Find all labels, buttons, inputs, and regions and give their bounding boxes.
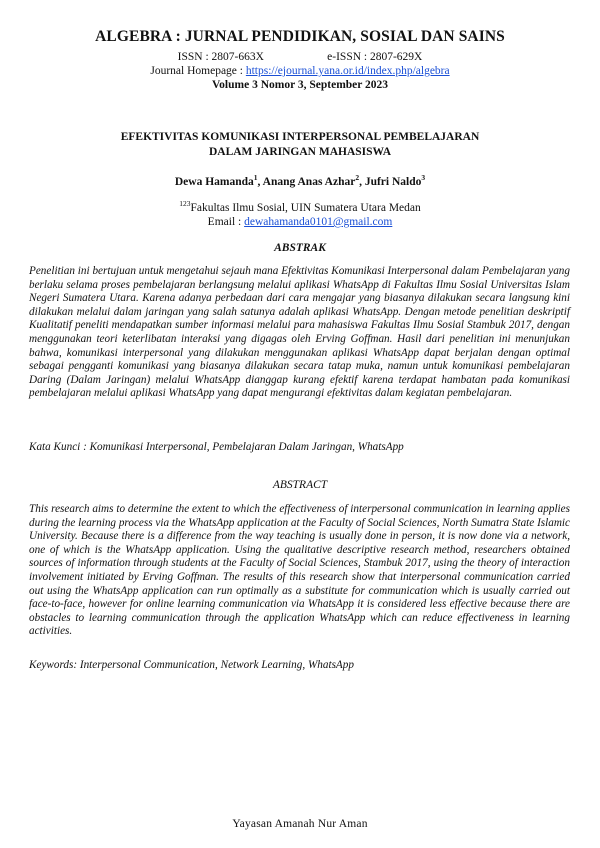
email-link[interactable]: dewahamanda0101@gmail.com xyxy=(244,216,393,228)
issn-spacer xyxy=(264,51,327,63)
author-affiliation-mark: 1 xyxy=(253,173,258,183)
issn-line xyxy=(0,51,600,63)
homepage-label: Journal Homepage : xyxy=(150,65,246,77)
contact-email xyxy=(0,216,600,228)
affiliation xyxy=(0,199,600,214)
abstract-heading: ABSTRACT xyxy=(272,479,328,491)
journal-title: ALGEBRA : JURNAL PENDIDIKAN, SOSIAL DAN SAINS xyxy=(95,28,505,45)
abstrak-body: Penelitian ini bertujuan untuk mengetahui sejauh mana Efektivitas Komunikasi Interpersonal dalam Pembelajaran yang berlaku selama proses pembelajaran berlangsung melalui aplikasi WhatsApp di Fakultas Ilmu Sosial Universitas Islam Negeri Sumatera Utara. Karena adanya perbedaan dari cara mengajar yang biasanya dilakukan secara langsung kini dilakukan melalui dalam jaringan yang salah satunya adalah aplikasi WhatsApp. Dengan metode penelitian deskriptif Kualitatif peneliti mendapatkan sumber informasi melalui para mahasiswa Fakultas Ilmu Sosial Stambuk 2017, dengan menggunakan teori keterlibatan interaksi yang digagas oleh Erving Goffman. Hasil dari penelitian ini menunjukan bahwa, komunikasi interpersonal yang dilakukan menggunakan aplikasi WhatsApp dapat berjalan dengan optimal sebagai pengganti komunikasi yang biasanya dilakukan secara tatap muka, namun untuk komunikasi pembelajaran Daring (Dalam Jaringan) melalui WhatsApp dianggap kurang efektif karena terdapat hambatan pada komunikasi pembelajaran melalui aplikasi WhatsApp yang dapat mengurangi efektivitas dalam kegiatan pembelajaran. xyxy=(29,265,570,400)
author-affiliation-mark: 3 xyxy=(421,173,426,183)
author-affiliation-mark: 2 xyxy=(355,173,360,183)
keywords: Keywords: Interpersonal Communication, Network Learning, WhatsApp xyxy=(29,659,354,671)
article-title-line-1: EFEKTIVITAS KOMUNIKASI INTERPERSONAL PEMBELAJARAN xyxy=(120,131,480,143)
publisher-footer: Yayasan Amanah Nur Aman xyxy=(232,818,368,830)
article-title xyxy=(0,130,600,160)
abstrak-heading: ABSTRAK xyxy=(274,242,326,254)
homepage-line xyxy=(0,65,600,77)
author-list xyxy=(0,173,600,188)
author-separator: , xyxy=(257,176,263,188)
volume-issue: Volume 3 Nomor 3, September 2023 xyxy=(211,79,389,91)
affiliation-text: Fakultas Ilmu Sosial, UIN Sumatera Utara Medan xyxy=(190,202,421,214)
kata-kunci: Kata Kunci : Komunikasi Interpersonal, Pembelajaran Dalam Jaringan, WhatsApp xyxy=(29,441,404,453)
homepage-link[interactable]: https://ejournal.yana.or.id/index.php/algebra xyxy=(245,65,450,77)
author-name: Dewa Hamanda xyxy=(174,176,254,188)
author-separator: , xyxy=(359,176,365,188)
author-name: Jufri Naldo xyxy=(364,176,422,188)
eissn: e-ISSN : 2807-629X xyxy=(327,51,423,63)
article-title-line-2: DALAM JARINGAN MAHASISWA xyxy=(208,146,392,158)
abstract-body: This research aims to determine the extent to which the effectiveness of interpersonal communication in learning applies during the learning process via the WhatsApp application at the Faculty of Social Sciences, North Sumatra State Islamic University. Because there is a difference from the way teaching is usually done in person, it is now done via a network, one of which is the WhatsApp application. Using the qualitative descriptive research method, researchers obtained sources of information through students at the Faculty of Social Sciences, Stambuk 2017, using the theory of interaction involvement initiated by Erving Goffman. The results of this research show that interpersonal communication carried out using the WhatsApp application can run optimally as a substitute for communication which is usually carried out face-to-face, however for online learning communication via WhatsApp it is considered less effective because there are obstacles to learning communication through the application WhatsApp which can reduce effectiveness in learning activities. xyxy=(29,503,570,638)
author-name: Anang Anas Azhar xyxy=(262,176,356,188)
email-label: Email : xyxy=(207,216,245,228)
affiliation-mark: 123 xyxy=(179,199,191,209)
issn: ISSN : 2807-663X xyxy=(177,51,264,63)
